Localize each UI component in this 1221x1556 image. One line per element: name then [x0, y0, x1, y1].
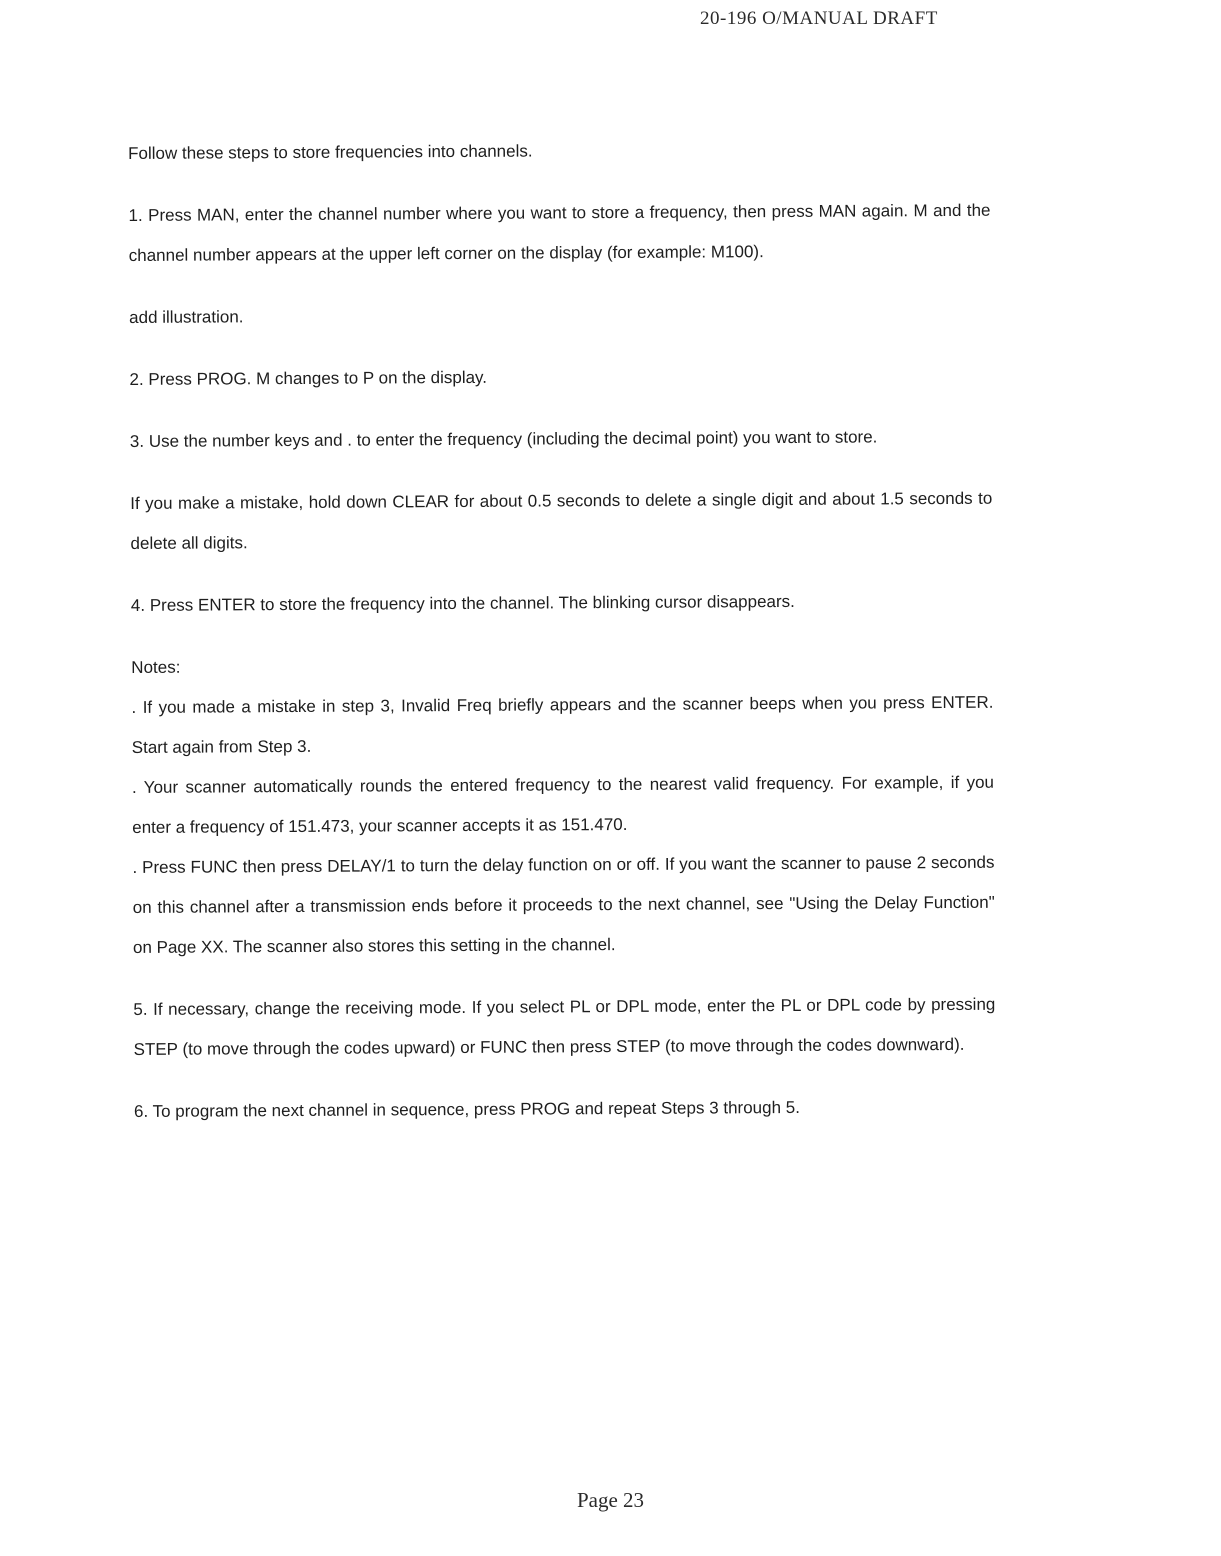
step-3: 3. Use the number keys and . to enter the frequency (including the decimal point) you want to store. [129, 427, 878, 451]
step-6: 6. To program the next channel in sequence, press PROG and repeat Steps 3 through 5. [133, 1097, 800, 1121]
page-content [128, 129, 996, 1154]
mistake-tip: If you make a mistake, hold down CLEAR for about 0.5 seconds to delete a single digit and about 1.5 seconds to delete all digits. [130, 488, 993, 553]
intro-text: Follow these steps to store frequencies into channels. [128, 141, 533, 163]
note-item: . Your scanner automatically rounds the entered frequency to the nearest valid frequency. For example, if you enter a frequency of 151.473, your scanner accepts it as 151.470. [131, 772, 995, 837]
notes-section [131, 643, 995, 968]
note-item: . Press FUNC then press DELAY/1 to turn the delay function on or off. If you want the scanner to pause 2 seconds on this channel after a transmission ends before it proceeds to the next channel, see "Using the Delay Function" on Page XX. The scanner also stores this setting in the channel. [132, 852, 995, 957]
step-4: 4. Press ENTER to store the frequency into the channel. The blinking cursor disappears. [130, 591, 795, 615]
document-id-header: 20-196 O/MANUAL DRAFT [700, 8, 938, 29]
notes-heading: Notes: [131, 657, 181, 677]
illustration-note: add illustration. [129, 307, 244, 327]
step-2: 2. Press PROG. M changes to P on the display. [129, 367, 488, 389]
note-item: . If you made a mistake in step 3, Invalid Freq briefly appears and the scanner beeps when you press ENTER. Start again from Step 3. [131, 692, 994, 757]
step-5: 5. If necessary, change the receiving mode. If you select PL or DPL mode, enter the PL or DPL code by pressing STEP (to move through the codes upward) or FUNC then press STEP (to move through the codes downward). [133, 994, 996, 1059]
step-1: 1. Press MAN, enter the channel number where you want to store a frequency, then press MAN again. M and the channel number appears at the upper left corner on the display (for example: M100). [128, 200, 991, 265]
page-number: Page 23 [576, 1488, 645, 1512]
